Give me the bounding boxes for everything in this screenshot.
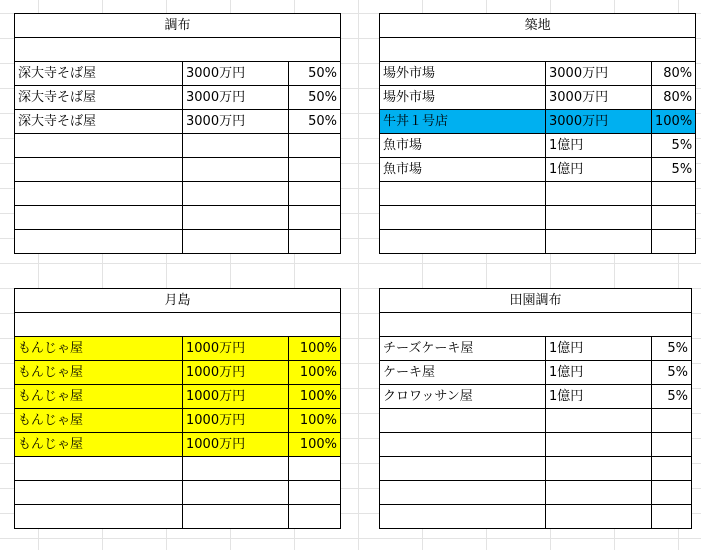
cell-pct[interactable] <box>652 409 692 433</box>
cell-name[interactable]: 魚市場 <box>380 158 546 182</box>
table-row <box>380 230 696 254</box>
cell-name[interactable]: もんじゃ屋 <box>15 409 183 433</box>
cell-amount[interactable] <box>546 433 652 457</box>
table-title[interactable]: 築地 <box>380 14 696 38</box>
cell-pct[interactable]: 100% <box>289 409 341 433</box>
cell-name[interactable] <box>15 457 183 481</box>
table-row <box>15 86 341 110</box>
cell-amount[interactable]: 1000万円 <box>183 385 289 409</box>
table-tsukiji <box>379 13 696 254</box>
table-row <box>380 457 692 481</box>
cell-pct[interactable] <box>289 457 341 481</box>
cell-pct[interactable]: 100% <box>289 337 341 361</box>
empty-cell[interactable] <box>380 38 696 62</box>
table-row <box>380 86 696 110</box>
cell-pct[interactable] <box>652 206 696 230</box>
cell-pct[interactable]: 50% <box>289 62 341 86</box>
cell-name[interactable] <box>380 409 546 433</box>
cell-amount[interactable] <box>546 409 652 433</box>
cell-name[interactable] <box>380 457 546 481</box>
cell-name[interactable] <box>380 206 546 230</box>
cell-name[interactable] <box>15 505 183 529</box>
table-row <box>15 182 341 206</box>
cell-pct[interactable]: 5% <box>652 134 696 158</box>
cell-name[interactable] <box>380 481 546 505</box>
cell-name[interactable] <box>15 158 183 182</box>
table-row <box>380 158 696 182</box>
cell-pct[interactable] <box>652 457 692 481</box>
cell-amount[interactable]: 3000万円 <box>546 62 652 86</box>
cell-pct[interactable]: 80% <box>652 86 696 110</box>
cell-amount[interactable] <box>546 457 652 481</box>
cell-amount[interactable] <box>183 182 289 206</box>
table-row <box>380 409 692 433</box>
cell-pct[interactable]: 5% <box>652 337 692 361</box>
cell-amount[interactable] <box>183 134 289 158</box>
cell-amount[interactable] <box>546 481 652 505</box>
cell-name[interactable]: もんじゃ屋 <box>15 337 183 361</box>
cell-pct[interactable] <box>289 230 341 254</box>
cell-pct[interactable] <box>652 182 696 206</box>
cell-pct[interactable]: 5% <box>652 385 692 409</box>
table-title[interactable]: 田園調布 <box>380 289 692 313</box>
cell-pct[interactable] <box>652 481 692 505</box>
table-row <box>380 433 692 457</box>
table-row <box>15 505 341 529</box>
cell-amount[interactable] <box>546 182 652 206</box>
cell-pct[interactable]: 100% <box>289 385 341 409</box>
cell-amount[interactable]: 1億円 <box>546 385 652 409</box>
table-row-highlighted <box>380 110 696 134</box>
cell-name[interactable]: ケーキ屋 <box>380 361 546 385</box>
cell-name[interactable] <box>15 206 183 230</box>
cell-pct[interactable]: 80% <box>652 62 696 86</box>
cell-pct[interactable]: 5% <box>652 361 692 385</box>
empty-cell[interactable] <box>15 313 341 337</box>
table-row <box>380 481 692 505</box>
table-row <box>380 134 696 158</box>
cell-pct[interactable]: 100% <box>652 110 696 134</box>
cell-amount[interactable] <box>183 505 289 529</box>
cell-amount[interactable] <box>546 505 652 529</box>
cell-name[interactable] <box>15 134 183 158</box>
cell-amount[interactable] <box>183 481 289 505</box>
table-row <box>15 62 341 86</box>
table-title[interactable]: 調布 <box>15 14 341 38</box>
cell-name[interactable]: もんじゃ屋 <box>15 361 183 385</box>
cell-pct[interactable] <box>652 230 696 254</box>
cell-amount[interactable]: 3000万円 <box>183 86 289 110</box>
cell-pct[interactable] <box>289 182 341 206</box>
table-row <box>380 361 692 385</box>
cell-name[interactable] <box>15 481 183 505</box>
cell-name[interactable]: クロワッサン屋 <box>380 385 546 409</box>
cell-name[interactable]: もんじゃ屋 <box>15 433 183 457</box>
cell-amount[interactable]: 3000万円 <box>546 110 652 134</box>
cell-pct[interactable] <box>289 505 341 529</box>
cell-amount[interactable]: 1億円 <box>546 361 652 385</box>
table-denenchofu <box>379 288 692 529</box>
cell-name[interactable]: 深大寺そば屋 <box>15 86 183 110</box>
cell-amount[interactable] <box>546 230 652 254</box>
empty-cell[interactable] <box>380 313 692 337</box>
cell-amount[interactable]: 1億円 <box>546 158 652 182</box>
table-row <box>380 182 696 206</box>
table-tsukishima <box>14 288 341 529</box>
cell-amount[interactable]: 1億円 <box>546 134 652 158</box>
cell-pct[interactable]: 50% <box>289 110 341 134</box>
cell-name[interactable]: チーズケーキ屋 <box>380 337 546 361</box>
cell-pct[interactable] <box>652 505 692 529</box>
table-row <box>15 457 341 481</box>
cell-pct[interactable]: 100% <box>289 433 341 457</box>
cell-pct[interactable]: 50% <box>289 86 341 110</box>
cell-amount[interactable]: 3000万円 <box>546 86 652 110</box>
cell-name[interactable] <box>380 230 546 254</box>
table-row <box>15 230 341 254</box>
cell-pct[interactable] <box>289 158 341 182</box>
table-row <box>380 337 692 361</box>
table-row-highlighted <box>15 433 341 457</box>
table-row-highlighted <box>15 409 341 433</box>
cell-amount[interactable]: 3000万円 <box>183 110 289 134</box>
cell-pct[interactable] <box>289 206 341 230</box>
cell-amount[interactable] <box>183 158 289 182</box>
cell-name[interactable]: 場外市場 <box>380 86 546 110</box>
table-row <box>380 385 692 409</box>
table-row <box>15 481 341 505</box>
table-row <box>380 62 696 86</box>
table-row <box>380 505 692 529</box>
cell-pct[interactable]: 100% <box>289 361 341 385</box>
cell-name[interactable]: 場外市場 <box>380 62 546 86</box>
cell-name[interactable] <box>380 182 546 206</box>
cell-name[interactable] <box>15 230 183 254</box>
cell-pct[interactable] <box>289 134 341 158</box>
table-row-highlighted <box>15 337 341 361</box>
cell-amount[interactable]: 1000万円 <box>183 433 289 457</box>
cell-amount[interactable] <box>546 206 652 230</box>
cell-amount[interactable] <box>183 457 289 481</box>
cell-amount[interactable] <box>183 230 289 254</box>
table-row <box>15 110 341 134</box>
empty-cell[interactable] <box>15 38 341 62</box>
table-title[interactable]: 月島 <box>15 289 341 313</box>
cell-name[interactable]: 魚市場 <box>380 134 546 158</box>
cell-amount[interactable]: 3000万円 <box>183 62 289 86</box>
cell-amount[interactable]: 1億円 <box>546 337 652 361</box>
table-row-highlighted <box>15 361 341 385</box>
cell-amount[interactable]: 1000万円 <box>183 361 289 385</box>
cell-pct[interactable] <box>652 433 692 457</box>
cell-amount[interactable]: 1000万円 <box>183 409 289 433</box>
table-row <box>15 134 341 158</box>
table-row-highlighted <box>15 385 341 409</box>
table-row <box>380 206 696 230</box>
cell-pct[interactable] <box>289 481 341 505</box>
cell-name[interactable]: 牛丼１号店 <box>380 110 546 134</box>
cell-name[interactable] <box>380 433 546 457</box>
cell-amount[interactable] <box>183 206 289 230</box>
table-chofu <box>14 13 341 254</box>
table-row <box>15 158 341 182</box>
cell-name[interactable]: もんじゃ屋 <box>15 385 183 409</box>
cell-name[interactable]: 深大寺そば屋 <box>15 62 183 86</box>
cell-pct[interactable]: 5% <box>652 158 696 182</box>
cell-name[interactable] <box>15 182 183 206</box>
cell-name[interactable] <box>380 505 546 529</box>
table-row <box>15 206 341 230</box>
cell-amount[interactable]: 1000万円 <box>183 337 289 361</box>
cell-name[interactable]: 深大寺そば屋 <box>15 110 183 134</box>
